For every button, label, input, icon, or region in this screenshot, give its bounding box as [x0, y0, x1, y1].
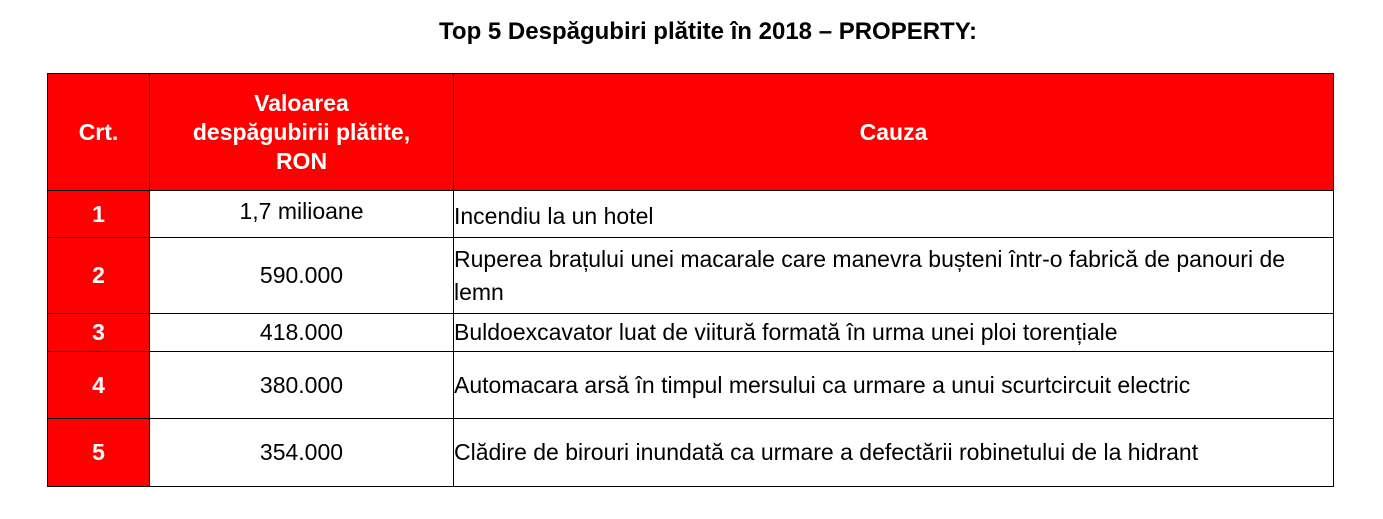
claims-table [47, 73, 1334, 487]
row-value: 380.000 [150, 352, 454, 419]
table-header-row [48, 74, 1334, 191]
header-value-line3: RON [275, 147, 328, 174]
row-cause: Buldoexcavator luat de viitură formată în urma unei ploi torențiale [454, 314, 1334, 352]
header-value-line2: despăgubirii plătite, [192, 118, 411, 145]
table-row [48, 352, 1334, 419]
row-crt: 1 [48, 191, 150, 238]
row-value: 590.000 [150, 238, 454, 314]
table-row [48, 419, 1334, 487]
row-cause: Clădire de birouri inundată ca urmare a defectării robinetului de la hidrant [454, 419, 1334, 487]
row-crt: 4 [48, 352, 150, 419]
table-row [48, 314, 1334, 352]
row-crt: 2 [48, 238, 150, 314]
row-crt: 3 [48, 314, 150, 352]
row-value: 418.000 [150, 314, 454, 352]
row-cause: Incendiu la un hotel [454, 191, 1334, 238]
row-cause: Ruperea brațului unei macarale care manevra bușteni într-o fabrică de panouri de lemn [454, 238, 1334, 314]
header-cause: Cauza [454, 74, 1334, 191]
row-cause: Automacara arsă în timpul mersului ca urmare a unui scurtcircuit electric [454, 352, 1334, 419]
header-value [150, 74, 454, 191]
row-value: 1,7 milioane [150, 191, 454, 238]
header-value-line1: Valoarea [254, 89, 349, 116]
row-crt: 5 [48, 419, 150, 487]
table-row [48, 238, 1334, 314]
row-value: 354.000 [150, 419, 454, 487]
page-title: Top 5 Despăgubiri plătite în 2018 – PROPERTY: [439, 18, 977, 45]
header-crt: Crt. [48, 74, 150, 191]
table-row [48, 191, 1334, 238]
